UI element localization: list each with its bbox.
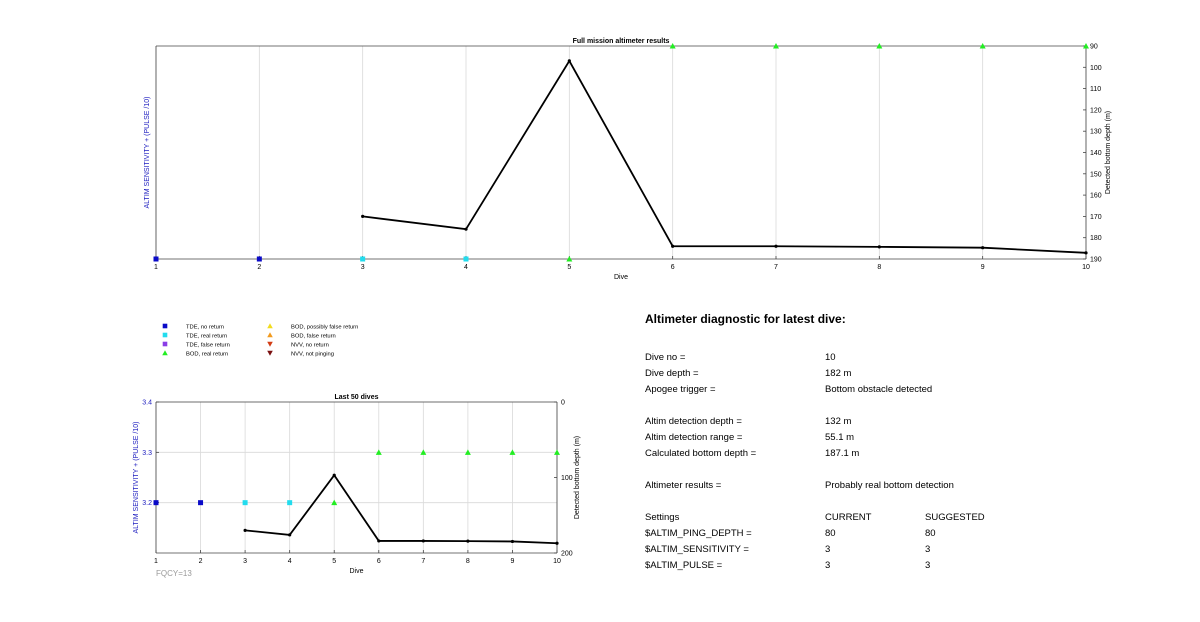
bottom-depth-line: [363, 61, 1086, 253]
diagnostic-row: [645, 382, 1165, 398]
diagnostic-row: [645, 350, 1165, 366]
legend-label: TDE, false return: [186, 342, 230, 349]
diagnostic-label: $ALTIM_SENSITIVITY =: [645, 544, 749, 555]
bottom-depth-line: [245, 475, 557, 543]
legend-marker: [267, 332, 273, 337]
diagnostic-label: Dive depth =: [645, 368, 699, 379]
x-tick-label: 8: [465, 558, 470, 565]
right-y-tick-label: 100: [1090, 64, 1102, 72]
right-y-tick-label: 170: [1090, 213, 1102, 221]
legend-label: NVV, not pinging: [291, 351, 334, 358]
x-tick-label: 6: [670, 264, 675, 271]
diagnostic-rows: [645, 350, 1165, 574]
left-y-axis-label: ALTIM SENSITIVITY + (PULSE /10): [144, 96, 151, 209]
diagnostic-value: Probably real bottom detection: [825, 480, 954, 491]
bottom-depth-point: [464, 228, 467, 231]
right-y-tick-label: 180: [1090, 235, 1102, 243]
bottom-depth-point: [361, 215, 364, 218]
right-y-tick-label: 160: [1090, 192, 1102, 200]
bottom-depth-point: [981, 246, 984, 249]
diagnostic-label: Dive no =: [645, 352, 686, 363]
x-tick-label: 6: [376, 558, 381, 565]
x-tick-label: 1: [154, 558, 158, 565]
x-tick-label: 7: [421, 558, 426, 565]
x-tick-label: 3: [360, 264, 365, 271]
diagnostic-spacer: [645, 462, 1165, 478]
diagnostic-suggested-value: 3: [925, 544, 931, 555]
diagnostic-value: 182 m: [825, 368, 852, 379]
x-tick-label: 2: [198, 558, 203, 565]
diagnostic-row: [645, 510, 1165, 526]
diagnostic-value: 132 m: [825, 416, 852, 427]
legend-marker: [162, 350, 168, 355]
marker-legend: [150, 318, 550, 368]
right-y-axis-label: Detected bottom depth (m): [574, 435, 581, 520]
dive-marker: [154, 257, 159, 262]
legend-label: TDE, no return: [186, 324, 225, 331]
x-tick-label: 8: [877, 264, 882, 271]
diagnostic-value: 3: [825, 560, 831, 571]
diagnostic-row: [645, 366, 1165, 382]
x-tick-label: 3: [243, 558, 248, 565]
diagnostic-label: Apogee trigger =: [645, 384, 716, 395]
diagnostic-label: Altimeter results =: [645, 480, 722, 491]
x-tick-label: 4: [287, 558, 292, 565]
bottom-depth-point: [568, 59, 571, 62]
legend-label: BOD, possibly false return: [291, 324, 359, 331]
diagnostic-suggested-value: 80: [925, 528, 936, 539]
bottom-depth-point: [878, 245, 881, 248]
right-y-tick-label: 140: [1090, 150, 1102, 157]
dive-marker: [360, 257, 365, 262]
diagnostic-value: 3: [825, 544, 831, 555]
diagnostic-value: 10: [825, 352, 836, 363]
right-y-tick-label: 110: [1090, 86, 1102, 94]
diagnostic-row: [645, 430, 1165, 446]
diagnostic-row: [645, 558, 1165, 574]
x-tick-label: 5: [332, 558, 337, 565]
legend-label: TDE, real return: [186, 333, 228, 340]
diagnostic-spacer: [645, 398, 1165, 414]
bottom-depth-point: [333, 474, 336, 477]
dive-marker: [257, 257, 262, 262]
legend-label: NVV, no return: [291, 342, 329, 349]
bottom-depth-point: [288, 533, 291, 536]
bottom-depth-point: [377, 539, 380, 542]
diagnostic-value: 80: [825, 528, 836, 539]
legend-label: BOD, false return: [291, 333, 336, 340]
diagnostic-label: $ALTIM_PING_DEPTH =: [645, 528, 752, 539]
legend-marker: [267, 342, 273, 347]
diagnostic-value: 187.1 m: [825, 448, 860, 459]
right-y-tick-label: 0: [561, 399, 565, 407]
diagnostic-value: 55.1 m: [825, 432, 855, 443]
legend-marker: [267, 351, 273, 356]
diagnostic-label: Altim detection depth =: [645, 416, 742, 427]
diagnostic-label: Settings: [645, 512, 680, 523]
diagnostic-value: CURRENT: [825, 512, 872, 523]
diagnostic-label: Altim detection range =: [645, 432, 743, 443]
x-tick-label: 2: [257, 264, 262, 271]
diagnostic-title: Altimeter diagnostic for latest dive:: [645, 312, 846, 326]
right-y-tick-label: 130: [1090, 128, 1102, 136]
right-y-tick-label: 150: [1090, 171, 1102, 179]
diagnostic-suggested-value: SUGGESTED: [925, 512, 985, 523]
left-y-tick-label: 3.2: [142, 500, 152, 508]
chart-title: Full mission altimeter results: [572, 38, 670, 45]
full-mission-chart: [0, 0, 1200, 300]
diagnostic-spacer: [645, 494, 1165, 510]
x-axis-label: Dive: [613, 274, 629, 281]
bottom-depth-point: [244, 529, 247, 532]
x-tick-label: 10: [1082, 264, 1090, 271]
bottom-depth-point: [1084, 251, 1087, 254]
diagnostic-row: [645, 478, 1165, 494]
x-tick-label: 10: [553, 558, 561, 565]
dive-marker: [198, 500, 203, 505]
diagnostic-row: [645, 414, 1165, 430]
bottom-depth-point: [466, 540, 469, 543]
diagnostic-suggested-value: 3: [925, 560, 931, 571]
left-y-axis-label: ALTIM SENSITIVITY + (PULSE /10): [133, 421, 140, 534]
bottom-depth-point: [774, 245, 777, 248]
dive-marker: [243, 500, 248, 505]
x-tick-label: 1: [154, 264, 158, 271]
chart-title: Last 50 dives: [334, 394, 379, 401]
right-y-tick-label: 90: [1090, 43, 1098, 51]
right-y-tick-label: 100: [561, 475, 573, 482]
diagnostic-value: Bottom obstacle detected: [825, 384, 933, 395]
x-axis-label: Dive: [349, 568, 364, 575]
legend-marker: [163, 333, 168, 338]
right-y-tick-label: 200: [561, 550, 573, 558]
diagnostic-row: [645, 446, 1165, 462]
altimeter-diagnostic-panel: [645, 312, 1165, 574]
right-y-axis-label: Detected bottom depth (m): [1105, 110, 1112, 195]
diagnostic-label: $ALTIM_PULSE =: [645, 560, 723, 571]
x-tick-label: 4: [464, 264, 468, 271]
diagnostic-row: [645, 542, 1165, 558]
bottom-depth-point: [422, 539, 425, 542]
legend-marker: [163, 324, 168, 329]
frequency-footnote: FQCY=13: [156, 569, 192, 578]
x-tick-label: 9: [980, 264, 985, 271]
dive-marker: [464, 257, 469, 262]
right-y-tick-label: 190: [1090, 256, 1102, 264]
legend-marker: [267, 323, 273, 328]
left-y-tick-label: 3.3: [142, 449, 152, 457]
diagnostic-label: Calculated bottom depth =: [645, 448, 757, 459]
bottom-depth-point: [511, 540, 514, 543]
dive-marker: [154, 500, 159, 505]
x-tick-label: 7: [774, 264, 778, 271]
diagnostic-row: [645, 526, 1165, 542]
left-y-tick-label: 3.4: [142, 399, 152, 407]
x-tick-label: 5: [567, 264, 572, 271]
legend-label: BOD, real return: [186, 351, 229, 358]
x-tick-label: 9: [510, 558, 515, 565]
legend-marker: [163, 342, 168, 347]
dive-marker: [287, 500, 292, 505]
bottom-depth-point: [671, 245, 674, 248]
right-y-tick-label: 120: [1090, 107, 1102, 115]
bottom-depth-point: [555, 542, 558, 545]
